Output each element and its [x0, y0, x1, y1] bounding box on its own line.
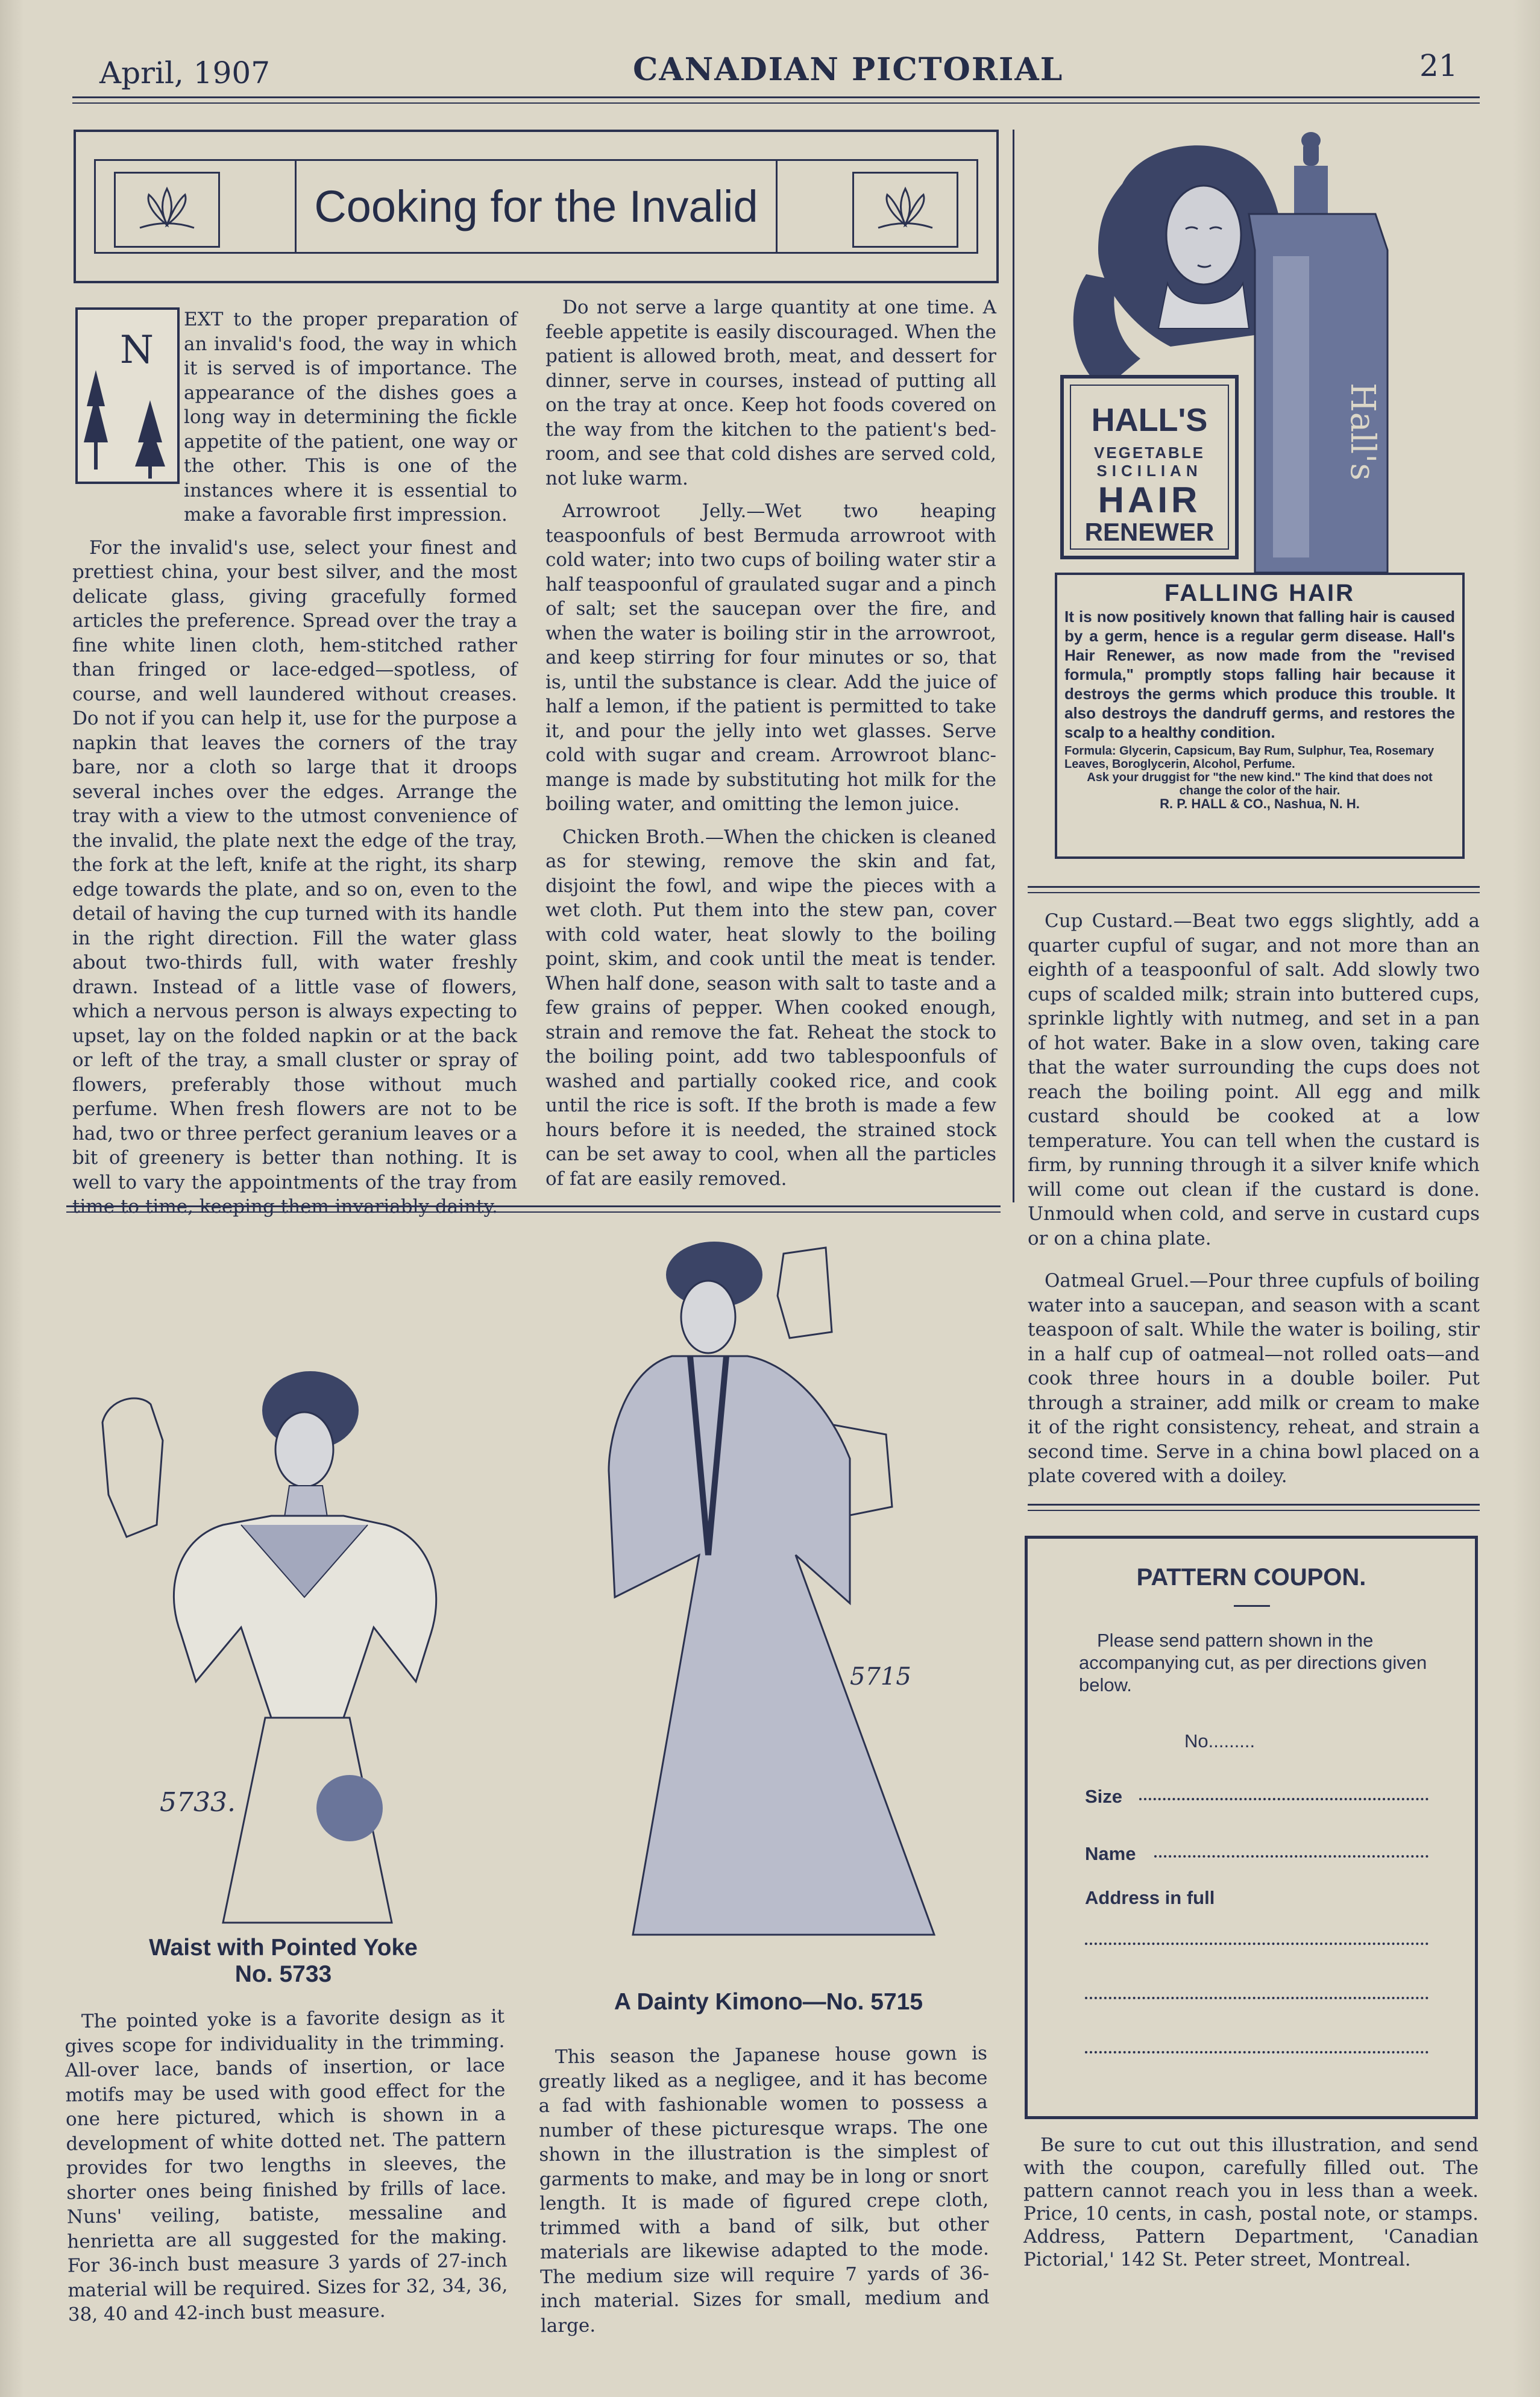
waist-paragraph: The pointed yoke is a favorite design as it gives scope for individuality in the trimming. All-over lace, bands of insertion, or lace motifs may be used with good effect for the one here pictured, which is shown in a development of white dotted net. The pattern provides for two lengths in sleeves, the shorter ones being finished by frills of lace. Nuns' veiling, batiste, messaline and henrietta are all suggested for the making. For 36-inch bust measure 3 yards of 27-inch material will be required. Sizes for 32, 34, 36, 38, 40 and 42-inch bust measure.	[64, 2005, 508, 2326]
coupon-instructions: Please send pattern shown in the accompanying cut, as per directions given below.	[1079, 1630, 1427, 1695]
coupon-rule	[1028, 1504, 1480, 1506]
coupon-size-field[interactable]	[1139, 1798, 1428, 1800]
kimono-title: A Dainty Kimono—No. 5715	[614, 1989, 923, 2015]
waist-title	[66, 1935, 500, 1988]
coupon-number-field[interactable]: No.........	[1184, 1730, 1256, 1751]
ad-brand-line: VEGETABLE	[1094, 444, 1205, 462]
coupon-address-label: Address in full	[1085, 1887, 1215, 1908]
waist-description	[64, 2005, 509, 2336]
kimono-description	[538, 2041, 990, 2346]
article-column-3	[1028, 909, 1480, 1497]
kimono-illustration	[524, 1242, 995, 1941]
article-paragraph: EXT to the proper preparation of an invalid's food, the way in which it is served is of importance. The appearance of the dishes goes a long way in determining the fickle appetite of the patient, one way or the other. This is one of the instances where it is essential to make a favorable first impression.	[184, 309, 517, 526]
coupon-name-label: Name	[1085, 1843, 1136, 1864]
ad-rule	[1028, 886, 1480, 888]
drop-cap-letter: N	[120, 328, 154, 372]
lotus-ornament-icon	[114, 172, 220, 248]
ad-rule-thin	[1028, 892, 1480, 893]
lotus-ornament-icon	[852, 172, 958, 248]
article-paragraph: Oatmeal Gruel.—Pour three cupfuls of boiling water into a saucepan, and season with a scant teaspoon of salt. While the water is boiling, stir in a half cup of oatmeal—not rolled oats—and cook three hours in a double boiler. Put through a strainer, add milk or cream to make it of the right consistency, reheat, and strain a second time. Serve in a china bowl placed on a plate covered with a doiley.	[1028, 1270, 1480, 1487]
kimono-paragraph: This season the Japanese house gown is greatly liked as a negligee, and it has become a fad with fashionable women to possess a number of these picturesque wraps. The one shown in the illustration is the simplest of garments to make, and may be in long or snort length. It is made of figured crepe cloth, trimmed with a band of silk, but other materials are likewise adapted to the mode. The medium size will require 7 yards of 36-inch material. Sizes for small, medium and large.	[538, 2042, 990, 2337]
ad-copy-box	[1055, 573, 1465, 859]
article-column-1	[72, 307, 517, 1228]
coupon-address-line-2[interactable]	[1085, 1997, 1428, 1999]
bottle-label: Hall's	[1343, 383, 1382, 481]
coupon-footer-text: Be sure to cut out this illustration, and send with the coupon, carefully filled out. The pattern cannot reach you in less than a week. Price, 10 cents, in cash, postal note, or stamps. Address, Pattern Department, 'Canadian Pictorial,' 142 St. Peter street, Montreal.	[1023, 2134, 1479, 2270]
ad-brand-name: HALL'S	[1091, 402, 1208, 438]
waist-title-line: No. 5733	[234, 1961, 332, 1987]
coupon-name-field[interactable]	[1154, 1855, 1428, 1858]
issue-date: April, 1907	[99, 55, 271, 90]
waist-pattern-number: 5733.	[160, 1787, 236, 1818]
header-rule-thin	[72, 102, 1480, 104]
header-rule	[72, 96, 1480, 98]
article-paragraph: Do not serve a large quantity at one time. A feeble appetite is easily discouraged. When the patient is allowed broth, meat, and dessert for dinner, serve in courses, instead of putting all on the tray at once. Keep hot foods covered on the way from the kitchen to the patient's bed-room, and see that cold dishes are served cold, not luke warm.	[545, 297, 996, 489]
coupon-title-rule	[1234, 1605, 1270, 1607]
pattern-coupon[interactable]	[1025, 1536, 1478, 2119]
ad-formula: Formula: Glycerin, Capsicum, Bay Rum, Sulphur, Tea, Rosemary Leaves, Boroglycerin, Alcohol, Perfume.	[1064, 744, 1435, 771]
coupon-address-line-1[interactable]	[1085, 1943, 1428, 1945]
publication-name: CANADIAN PICTORIAL	[633, 51, 1064, 88]
article-title: Cooking for the Invalid	[295, 161, 778, 252]
waist-title-line: Waist with Pointed Yoke	[149, 1935, 418, 1961]
page-number: 21	[1419, 48, 1458, 83]
ad-body: It is now positively known that falling hair is caused by a germ, hence is a regular germ disease. Hall's Hair Renewer, as now made from the "revised formula," promptly stops falling hair because it destroys the germs which produce this trouble. It also destroys the dandruff germs, and restores the scalp to a healthy condition.	[1064, 608, 1455, 741]
section-rule-thin	[66, 1211, 1001, 1213]
ad-brand-line: SICILIAN	[1096, 462, 1202, 480]
kimono-pattern-number: 5715	[850, 1663, 911, 1691]
ad-ask: Ask your druggist for "the new kind." The kind that does not change the color of the hair.	[1087, 771, 1433, 797]
ad-maker: R. P. HALL & CO., Nashua, N. H.	[1160, 796, 1360, 811]
article-column-2	[545, 295, 996, 1199]
section-rule	[66, 1205, 1001, 1207]
coupon-address-line-3[interactable]	[1085, 2051, 1428, 2053]
ad-brand-line: RENEWER	[1084, 518, 1215, 546]
column-divider	[1013, 130, 1014, 1202]
article-paragraph: Arrowroot Jelly.—Wet two heaping teaspoonfuls of best Bermuda arrowroot with cold water; into two cups of boiling water stir a half teaspoonful of graulated sugar and a pinch of salt; set the saucepan over the fire, and when the water is boiling stir in the arrowroot, and keep stirring for four minutes or so, that is, until the substance is clear. Add the juice of half a lemon, if the patient is permitted to take it, and pour the jelly into wet glasses. Serve cold with sugar and cream. Arrowroot blanc-mange is made by substituting hot milk for the boiling water, and omitting the lemon juice.	[545, 500, 996, 815]
title-frame	[94, 159, 978, 254]
coupon-title: PATTERN COUPON.	[1136, 1564, 1366, 1591]
coupon-footer	[1023, 2134, 1479, 2279]
ad-brand-line: HAIR	[1098, 480, 1201, 520]
coupon-rule-thin	[1028, 1510, 1480, 1511]
article-title-box	[74, 130, 999, 283]
coupon-size-label: Size	[1085, 1786, 1123, 1807]
waist-illustration	[90, 1344, 488, 1935]
article-paragraph: For the invalid's use, select your finest and prettiest china, your best silver, and the most delicate glass, giving gracefully formed articles the preference. Spread over the tray a fine white linen cloth, hem-stitched rather than fringed or lace-edged—spotless, of course, and well laundered without creases. Do not if you can help it, use for the purpose a napkin that leaves the corners of the tray bare, nor a cloth so large that it droops several inches over the edges. Arrange the tray with a view to the utmost convenience of the invalid, the plate next the edge of the tray, the fork at the left, knife at the right, its sharp edge towards the plate, and so on, even to the detail of having the cup turned with its handle in the right direction. Fill the water glass about two-thirds full, with water freshly drawn. Instead of a little vase of flowers, which a nervous person is always expecting to upset, lay on the folded napkin or at the back or left of the tray, a small cluster or spray of flowers, preferably those without much perfume. When fresh flowers are not to be had, two or three perfect geranium leaves or a bit of greenery is better than nothing. It is well to vary the appointments of the tray from time to time, keeping them invariably dainty.	[72, 536, 517, 1217]
article-paragraph: Cup Custard.—Beat two eggs slightly, add a quarter cupful of sugar, and not more than an eighth of a teaspoonful of salt. Add slowly two cups of scalded milk; strain into buttered cups, sprinkle lightly with nutmeg, and set in a pan of hot water. Bake in a slow oven, taking care that the water surrounding the cups does not reach the boiling point. All egg and milk custard should be cooked at a low temperature. You can tell when the custard is firm, by running through it a silver knife which will come out clean if the custard is done. Unmould when cold, and serve in custard cups or on a china plate.	[1028, 910, 1480, 1249]
ad-headline: FALLING HAIR	[1164, 580, 1355, 606]
article-paragraph: Chicken Broth.—When the chicken is cleaned as for stewing, remove the skin and fat, disjoint the fowl, and wipe the pieces with a wet cloth. Put them into the stew pan, cover with cold water, heat slowly to the boiling point, skim, and cook until the meat is tender. When half done, season with salt to taste and a few grains of pepper. When cooked enough, strain and remove the fat. Reheat the stock to the boiling point, add two tablespoonfuls of washed and partially cooked rice, and cook until the rice is soft. If the broth is made a few hours before it is needed, the strained stock can be set away to cool, when all the particles of fat are easily removed.	[545, 826, 996, 1190]
